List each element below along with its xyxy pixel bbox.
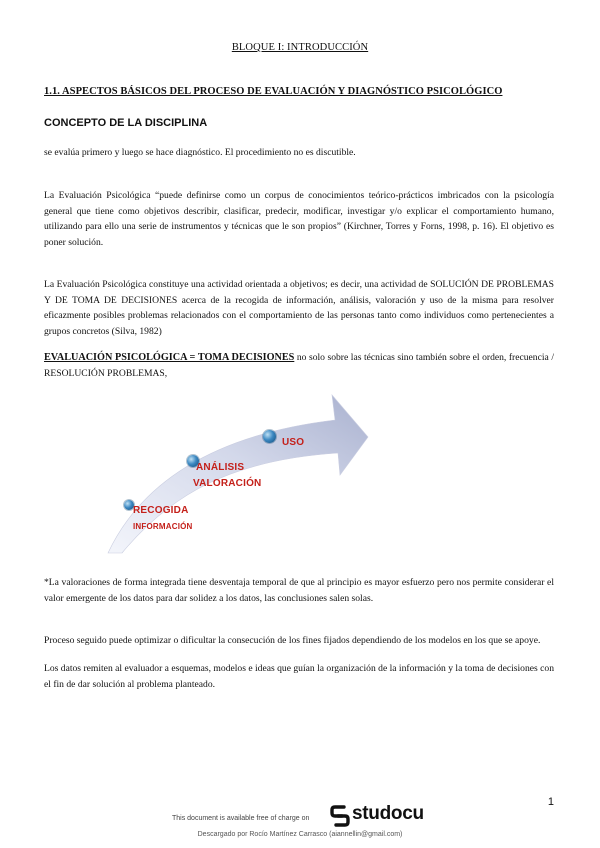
paragraph-5: *La valoraciones de forma integrada tiene desventaja temporal de que al principio es mayor esfuerzo pero nos permite considerar el valor emergente de los datos para dar solidez a los datos, las conclusiones salen solas. (44, 577, 554, 604)
paragraph-1: se evalúa primero y luego se hace diagnóstico. El procedimiento no es discutible. (44, 147, 356, 158)
footer-download-text: Descargado por Rocío Martínez Carrasco (aiannellin@gmail.com) (197, 831, 403, 838)
paragraph-3: La Evaluación Psicológica constituye una actividad orientada a objetivos; es decir, una actividad de SOLUCIÓN DE PROBLEMAS Y DE TOMA DE DECISIONES acerca de la recogida de información, análisis, valoración y uso de la misma para resolver eficazmente posibles problemas relacionados con el comportamiento de las personas tanto como individuos como pertenecientes a grupos concretos (Silva, 1982) (44, 279, 554, 337)
diagram-label-uso: USO (282, 437, 305, 448)
paragraph-4-emphasis: EVALUACIÓN PSICOLÓGICA = TOMA DECISIONES (44, 352, 295, 363)
paragraph-7: Los datos remiten al evaluador a esquemas, modelos e ideas que guían la organización de la información y la toma de decisiones con el fin de dar solución al problema planteado. (44, 663, 554, 690)
paragraph-4-text: no solo sobre las técnicas sino también sobre el orden, frecuencia / RESOLUCIÓN PROBLEMAS, (44, 352, 554, 379)
diagram-label-informacion: INFORMACIÓN (133, 522, 193, 531)
studocu-logo-icon[interactable] (330, 805, 350, 827)
subheading: CONCEPTO DE LA DISCIPLINA (44, 117, 208, 129)
diagram-label-recogida: RECOGIDA (133, 505, 189, 516)
page-number: 1 (547, 796, 554, 808)
diagram-label-analisis: ANÁLISIS (196, 462, 245, 473)
diagram-label-valoracion: VALORACIÓN (193, 478, 262, 489)
uso-bullet-icon (263, 430, 276, 443)
page-title: BLOQUE I: INTRODUCCIÓN (231, 42, 369, 53)
section-heading: 1.1. ASPECTOS BÁSICOS DEL PROCESO DE EVALUACIÓN Y DIAGNÓSTICO PSICOLÓGICO (44, 86, 503, 97)
paragraph-6: Proceso seguido puede optimizar o dificultar la consecución de los fines fijados dependiendo de los modelos en los que se apoye. (44, 635, 541, 646)
paragraph-2: La Evaluación Psicológica “puede definirse como un corpus de conocimientos teórico-prácticos imbricados con la psicología general que tiene como objetivos describir, clasificar, predecir, modificar, investigar y/o explicar el comportamiento humano, utilizando para ello una serie de instrumentos y técnicas que le son propios” (Kirchner, Torres y Forns, 1998, p. 16). El objetivo es poner solución. (44, 190, 554, 248)
footer-available-text: This document is available free of charge on (172, 815, 310, 822)
studocu-brand-link[interactable]: studocu (352, 803, 424, 824)
